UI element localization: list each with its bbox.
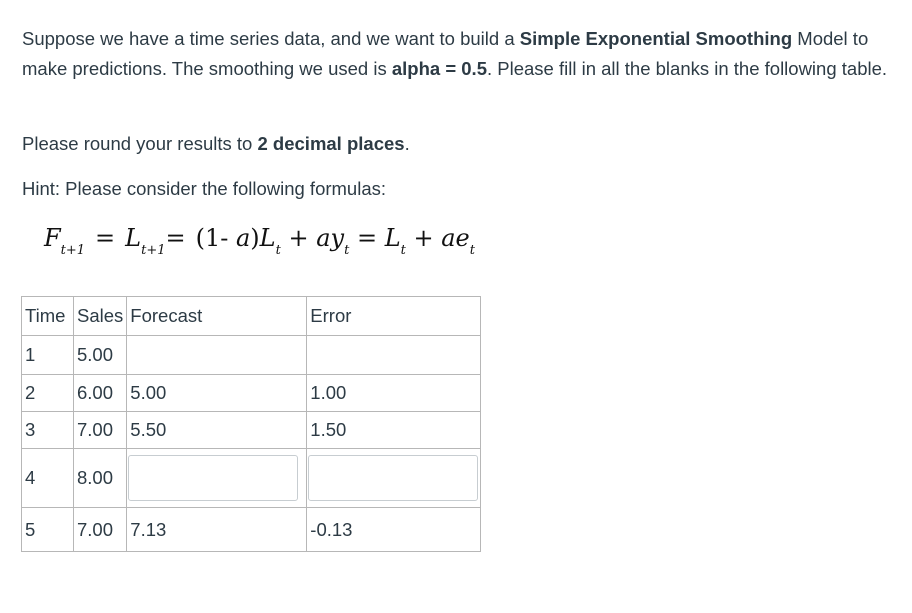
table-row xyxy=(22,449,481,508)
formula-symbol: e xyxy=(455,224,470,252)
formula-subscript: t xyxy=(469,243,475,258)
sales-cell: 8.00 xyxy=(74,449,127,508)
error-cell: 1.50 xyxy=(307,412,481,449)
formula-subscript: t+1 xyxy=(60,243,86,258)
time-cell: 4 xyxy=(22,449,74,508)
formula-symbol: L xyxy=(384,224,401,252)
time-cell: 3 xyxy=(22,412,74,449)
table-row xyxy=(22,508,481,552)
formula-subscript: t xyxy=(344,243,350,258)
smoothing-formula xyxy=(44,224,475,258)
question-text-part: . Please fill in all the blanks in the following table. xyxy=(486,58,888,79)
forecast-cell: 5.00 xyxy=(127,375,307,412)
smoothing-table xyxy=(21,296,481,552)
model-name: Simple Exponential Smoothing xyxy=(519,28,793,49)
sales-cell: 7.00 xyxy=(74,508,127,552)
formula-term: ) xyxy=(250,224,260,252)
rounding-text: Please round your results to xyxy=(22,133,258,154)
error-cell: 1.00 xyxy=(307,375,481,412)
hint-text: Hint: Please consider the following formulas: xyxy=(22,178,387,199)
forecast-cell xyxy=(127,336,307,375)
header-sales: Sales xyxy=(74,297,127,336)
forecast-input-time-4[interactable] xyxy=(128,455,298,501)
formula-symbol: L xyxy=(125,224,142,252)
formula-operator: + xyxy=(405,224,442,252)
time-cell: 5 xyxy=(22,508,74,552)
sales-cell: 6.00 xyxy=(74,375,127,412)
formula-operator: = xyxy=(165,224,186,252)
table-row xyxy=(22,412,481,449)
question-text-part: Suppose we have a time series data, and we want to build a xyxy=(22,28,520,49)
forecast-input-cell xyxy=(127,449,307,508)
formula-subscript: t xyxy=(400,243,406,258)
table-header-row xyxy=(22,297,481,336)
table-row xyxy=(22,375,481,412)
time-cell: 1 xyxy=(22,336,74,375)
table-row xyxy=(22,336,481,375)
formula-operator: + xyxy=(280,224,317,252)
formula-symbol: a xyxy=(441,224,456,252)
forecast-cell: 5.50 xyxy=(127,412,307,449)
forecast-cell: 7.13 xyxy=(127,508,307,552)
formula-subscript: t+1 xyxy=(141,243,166,258)
formula-symbol: L xyxy=(259,224,276,252)
rounding-precision: 2 decimal places xyxy=(257,133,405,154)
formula-term: (1- xyxy=(195,224,236,252)
header-time: Time xyxy=(22,297,74,336)
question-text xyxy=(22,24,907,84)
formula-symbol: a xyxy=(316,224,331,252)
rounding-text-end: . xyxy=(404,133,410,154)
formula-symbol: a xyxy=(235,224,251,252)
error-input-time-4[interactable] xyxy=(308,455,478,501)
rounding-instruction xyxy=(22,129,907,159)
header-error: Error xyxy=(307,297,481,336)
formula-subscript: t xyxy=(275,243,281,258)
formula-operator: = xyxy=(95,224,116,252)
alpha-value: alpha = 0.5 xyxy=(391,58,487,79)
error-cell xyxy=(307,336,481,375)
sales-cell: 7.00 xyxy=(74,412,127,449)
time-cell: 2 xyxy=(22,375,74,412)
formula-operator: = xyxy=(349,224,385,252)
error-input-cell xyxy=(307,449,481,508)
sales-cell: 5.00 xyxy=(74,336,127,375)
error-cell: -0.13 xyxy=(307,508,481,552)
formula-symbol: y xyxy=(330,224,345,252)
formula-symbol: F xyxy=(44,224,61,252)
question-text-part: Model to make predictions. The smoothing we used is xyxy=(22,28,869,79)
header-forecast: Forecast xyxy=(127,297,307,336)
